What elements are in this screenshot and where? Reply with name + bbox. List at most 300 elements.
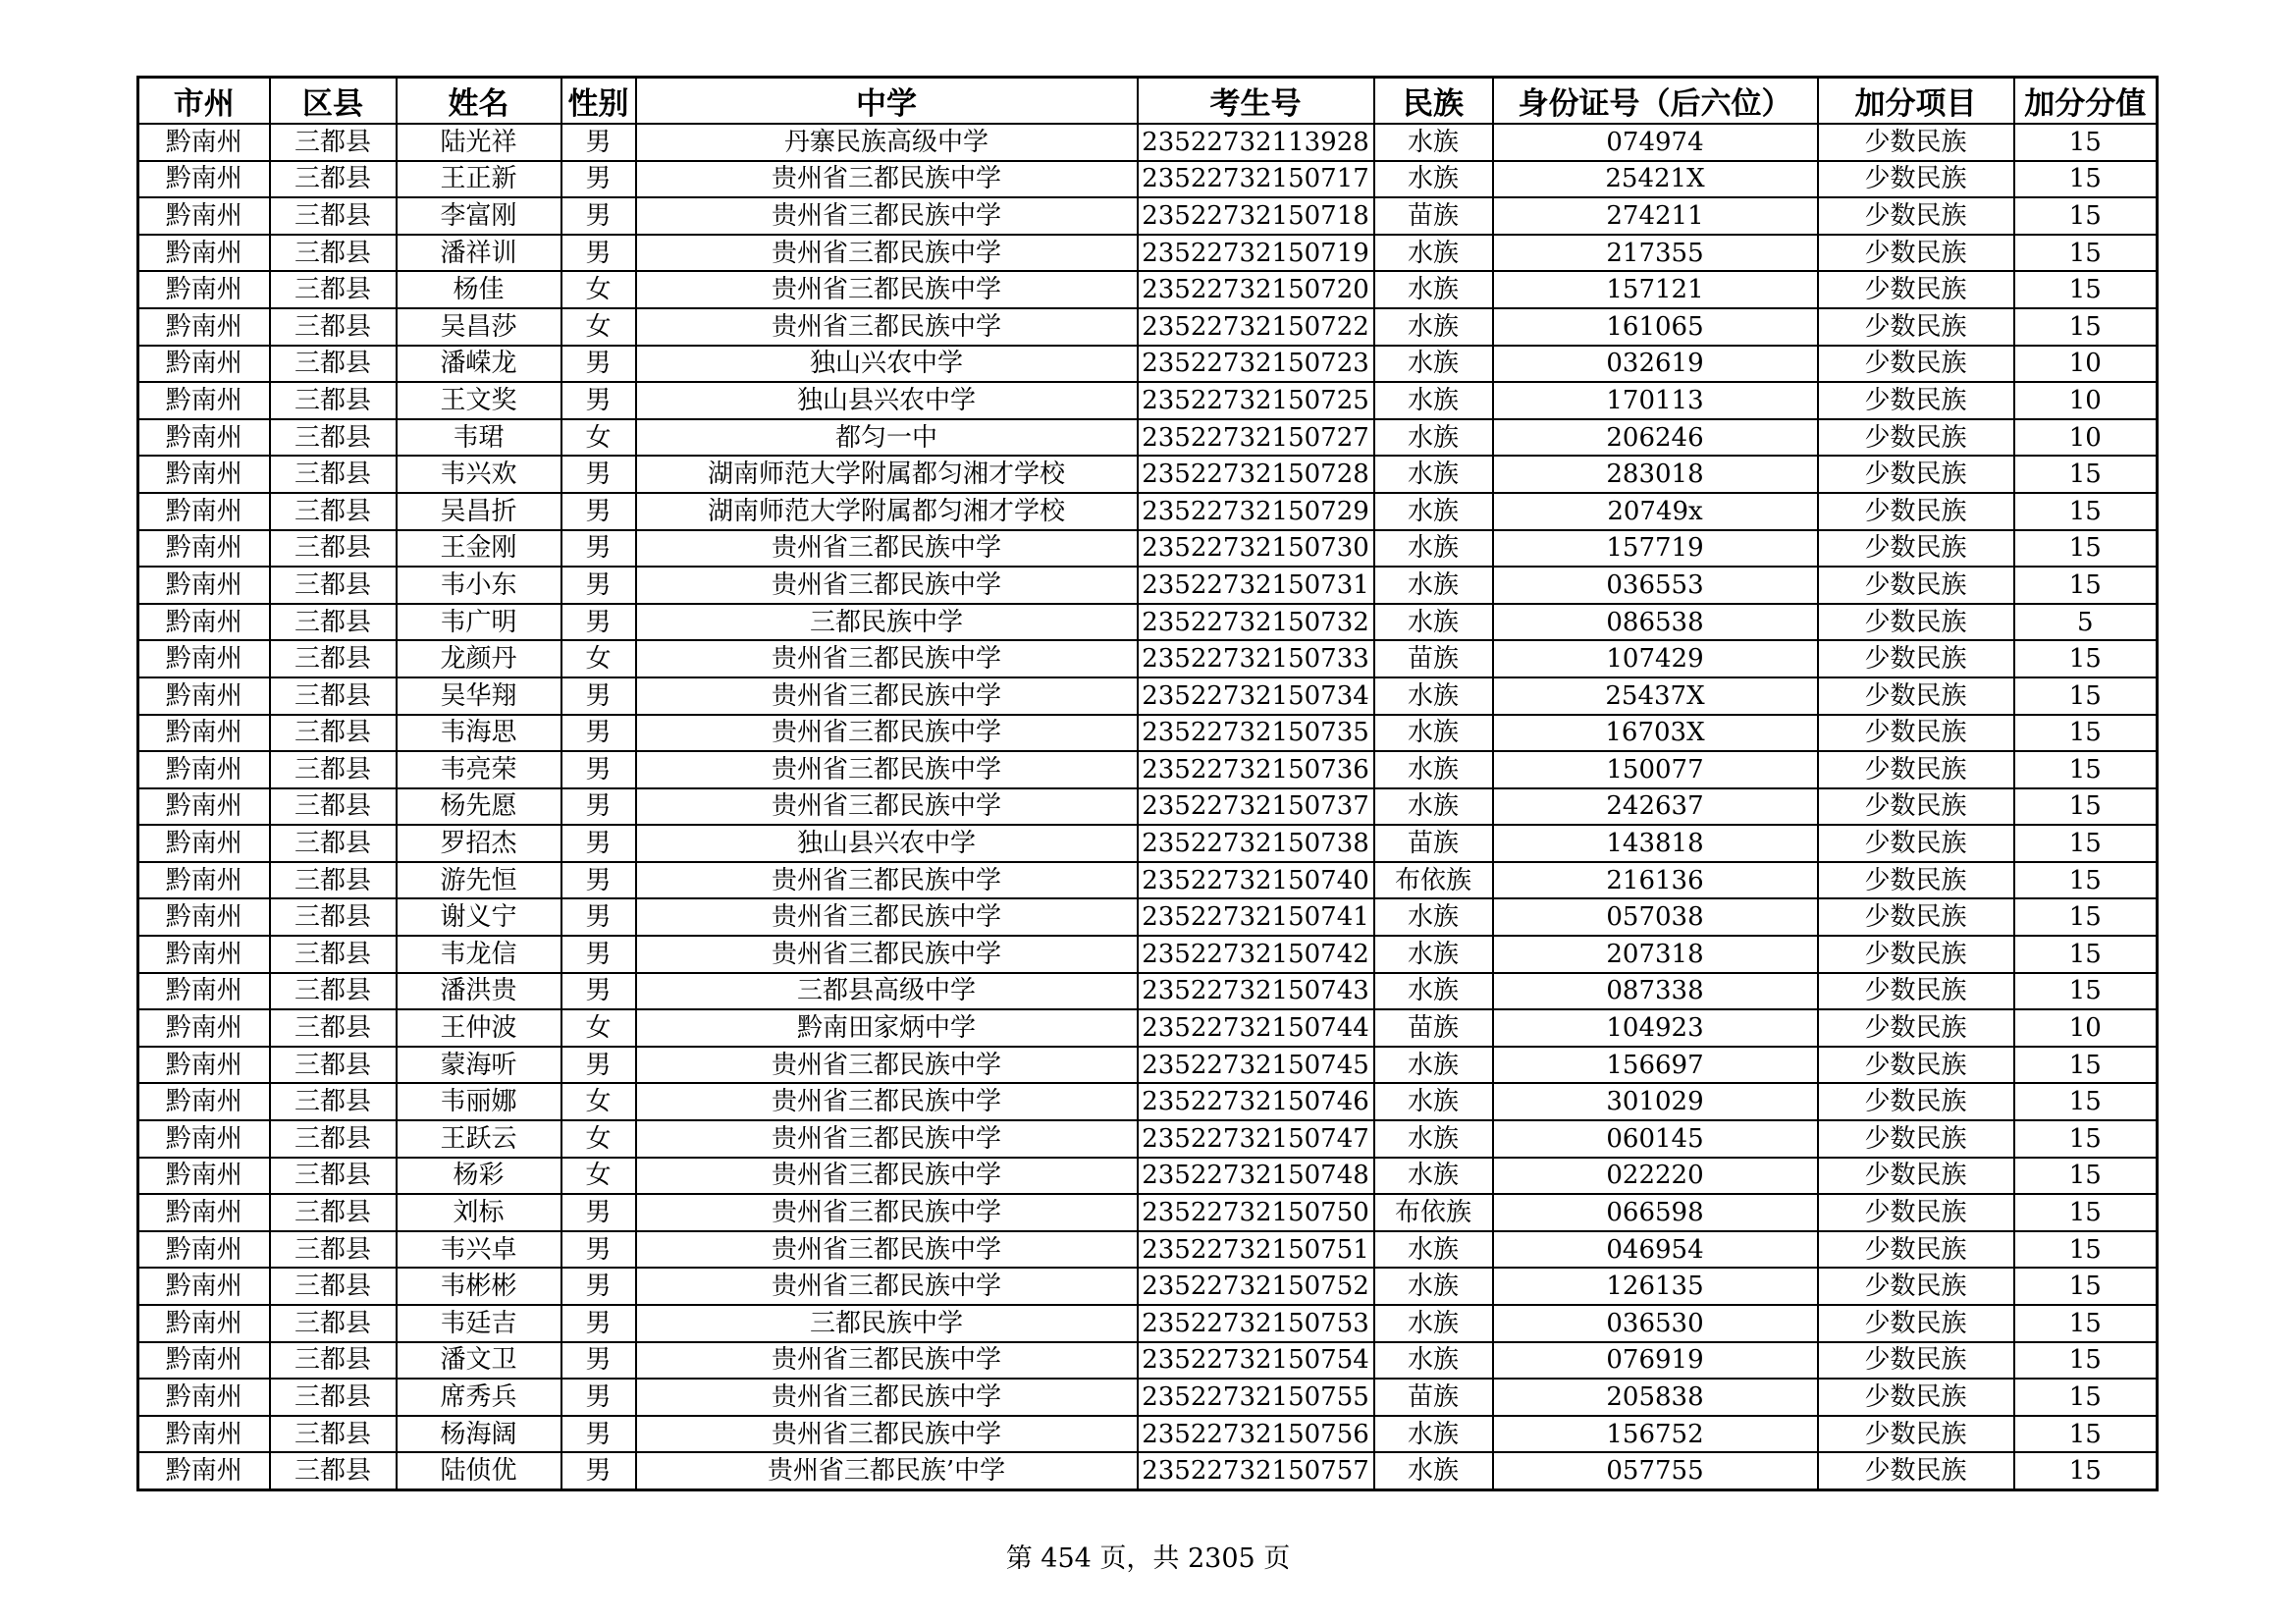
cell-city: 黔南州: [138, 825, 270, 862]
cell-ethnicity: 水族: [1374, 419, 1493, 457]
cell-id-last-six: 143818: [1493, 825, 1818, 862]
table-row: [138, 825, 2158, 862]
cell-school: 贵州省三都民族中学: [636, 1268, 1138, 1305]
table-row: [138, 1379, 2158, 1416]
header-row: [138, 78, 2158, 125]
cell-exam-number: 23522732150742: [1138, 936, 1374, 973]
cell-bonus-item: 少数民族: [1818, 1009, 2014, 1047]
cell-county: 三都县: [270, 1268, 397, 1305]
cell-bonus-item: 少数民族: [1818, 308, 2014, 346]
header-ethnicity: 民族: [1374, 78, 1493, 125]
cell-county: 三都县: [270, 1158, 397, 1195]
header-id-last-six: 身份证号（后六位）: [1493, 78, 1818, 125]
cell-gender: 女: [561, 1009, 636, 1047]
cell-school: 贵州省三都民族中学: [636, 161, 1138, 198]
cell-ethnicity: 水族: [1374, 567, 1493, 604]
cell-id-last-six: 087338: [1493, 973, 1818, 1010]
cell-city: 黔南州: [138, 1231, 270, 1269]
cell-gender: 女: [561, 271, 636, 308]
cell-bonus-value: 15: [2014, 788, 2158, 826]
table-row: [138, 715, 2158, 752]
cell-school: 贵州省三都民族中学: [636, 1416, 1138, 1453]
cell-ethnicity: 水族: [1374, 346, 1493, 383]
cell-exam-number: 23522732150757: [1138, 1452, 1374, 1489]
cell-city: 黔南州: [138, 751, 270, 788]
cell-name: 韦廷吉: [397, 1305, 561, 1342]
header-bonus-item: 加分项目: [1818, 78, 2014, 125]
cell-bonus-value: 10: [2014, 1009, 2158, 1047]
cell-name: 潘祥训: [397, 235, 561, 272]
cell-school: 贵州省三都民族中学: [636, 788, 1138, 826]
cell-id-last-six: 076919: [1493, 1342, 1818, 1380]
data-table: [136, 76, 2159, 1491]
cell-id-last-six: 156752: [1493, 1416, 1818, 1453]
cell-bonus-item: 少数民族: [1818, 161, 2014, 198]
table-row: [138, 493, 2158, 530]
cell-id-last-six: 217355: [1493, 235, 1818, 272]
cell-name: 韦龙信: [397, 936, 561, 973]
table-row: [138, 1120, 2158, 1158]
header-city: 市州: [138, 78, 270, 125]
cell-exam-number: 23522732150730: [1138, 530, 1374, 568]
cell-bonus-item: 少数民族: [1818, 567, 2014, 604]
cell-gender: 男: [561, 715, 636, 752]
cell-county: 三都县: [270, 1452, 397, 1489]
cell-bonus-item: 少数民族: [1818, 1342, 2014, 1380]
cell-county: 三都县: [270, 1009, 397, 1047]
cell-bonus-item: 少数民族: [1818, 751, 2014, 788]
cell-county: 三都县: [270, 1047, 397, 1084]
cell-county: 三都县: [270, 456, 397, 493]
cell-city: 黔南州: [138, 382, 270, 419]
cell-bonus-item: 少数民族: [1818, 677, 2014, 715]
page-number: 第 454 页，共 2305 页: [1005, 1543, 1291, 1574]
cell-bonus-value: 10: [2014, 419, 2158, 457]
cell-city: 黔南州: [138, 1120, 270, 1158]
table-row: [138, 1047, 2158, 1084]
cell-school: 湖南师范大学附属都匀湘才学校: [636, 493, 1138, 530]
cell-id-last-six: 036553: [1493, 567, 1818, 604]
cell-county: 三都县: [270, 898, 397, 936]
cell-school: 贵州省三都民族中学: [636, 530, 1138, 568]
cell-county: 三都县: [270, 788, 397, 826]
cell-ethnicity: 苗族: [1374, 1009, 1493, 1047]
cell-id-last-six: 157121: [1493, 271, 1818, 308]
cell-gender: 男: [561, 567, 636, 604]
cell-name: 罗招杰: [397, 825, 561, 862]
cell-city: 黔南州: [138, 124, 270, 161]
cell-city: 黔南州: [138, 1194, 270, 1231]
cell-ethnicity: 苗族: [1374, 640, 1493, 677]
cell-exam-number: 23522732150741: [1138, 898, 1374, 936]
cell-school: 黔南田家炳中学: [636, 1009, 1138, 1047]
cell-gender: 男: [561, 456, 636, 493]
cell-name: 杨彩: [397, 1158, 561, 1195]
table-row: [138, 640, 2158, 677]
cell-ethnicity: 水族: [1374, 456, 1493, 493]
cell-exam-number: 23522732150734: [1138, 677, 1374, 715]
cell-exam-number: 23522732150728: [1138, 456, 1374, 493]
cell-ethnicity: 苗族: [1374, 197, 1493, 235]
cell-city: 黔南州: [138, 419, 270, 457]
cell-bonus-item: 少数民族: [1818, 124, 2014, 161]
cell-exam-number: 23522732150719: [1138, 235, 1374, 272]
cell-school: 贵州省三都民族’中学: [636, 1452, 1138, 1489]
cell-school: 湖南师范大学附属都匀湘才学校: [636, 456, 1138, 493]
cell-county: 三都县: [270, 161, 397, 198]
cell-county: 三都县: [270, 382, 397, 419]
cell-name: 韦兴欢: [397, 456, 561, 493]
cell-school: 贵州省三都民族中学: [636, 1047, 1138, 1084]
cell-school: 三都民族中学: [636, 1305, 1138, 1342]
cell-city: 黔南州: [138, 235, 270, 272]
cell-school: 贵州省三都民族中学: [636, 1158, 1138, 1195]
cell-bonus-value: 15: [2014, 825, 2158, 862]
cell-school: 三都民族中学: [636, 604, 1138, 641]
cell-bonus-value: 15: [2014, 677, 2158, 715]
cell-exam-number: 23522732150744: [1138, 1009, 1374, 1047]
cell-bonus-value: 15: [2014, 161, 2158, 198]
cell-city: 黔南州: [138, 530, 270, 568]
cell-name: 杨佳: [397, 271, 561, 308]
cell-bonus-item: 少数民族: [1818, 1047, 2014, 1084]
cell-ethnicity: 布依族: [1374, 1194, 1493, 1231]
cell-exam-number: 23522732150755: [1138, 1379, 1374, 1416]
table-row: [138, 1009, 2158, 1047]
table-row: [138, 751, 2158, 788]
cell-name: 吴昌折: [397, 493, 561, 530]
cell-bonus-item: 少数民族: [1818, 604, 2014, 641]
cell-name: 王文奖: [397, 382, 561, 419]
cell-school: 贵州省三都民族中学: [636, 235, 1138, 272]
cell-bonus-value: 15: [2014, 862, 2158, 899]
cell-gender: 男: [561, 862, 636, 899]
table-row: [138, 973, 2158, 1010]
cell-id-last-six: 207318: [1493, 936, 1818, 973]
cell-id-last-six: 036530: [1493, 1305, 1818, 1342]
cell-city: 黔南州: [138, 640, 270, 677]
cell-exam-number: 23522732150727: [1138, 419, 1374, 457]
cell-bonus-item: 少数民族: [1818, 197, 2014, 235]
cell-bonus-value: 15: [2014, 1194, 2158, 1231]
cell-ethnicity: 水族: [1374, 604, 1493, 641]
cell-exam-number: 23522732150747: [1138, 1120, 1374, 1158]
cell-bonus-item: 少数民族: [1818, 936, 2014, 973]
cell-bonus-item: 少数民族: [1818, 493, 2014, 530]
table-body: [138, 124, 2158, 1489]
cell-school: 贵州省三都民族中学: [636, 1342, 1138, 1380]
cell-ethnicity: 水族: [1374, 1305, 1493, 1342]
cell-id-last-six: 274211: [1493, 197, 1818, 235]
cell-bonus-value: 15: [2014, 124, 2158, 161]
cell-city: 黔南州: [138, 898, 270, 936]
table-row: [138, 604, 2158, 641]
cell-bonus-item: 少数民族: [1818, 973, 2014, 1010]
cell-county: 三都县: [270, 825, 397, 862]
cell-school: 贵州省三都民族中学: [636, 271, 1138, 308]
table-row: [138, 1305, 2158, 1342]
cell-gender: 男: [561, 825, 636, 862]
table-row: [138, 1231, 2158, 1269]
cell-county: 三都县: [270, 530, 397, 568]
cell-bonus-value: 15: [2014, 1268, 2158, 1305]
cell-school: 独山县兴农中学: [636, 825, 1138, 862]
cell-county: 三都县: [270, 1305, 397, 1342]
cell-school: 贵州省三都民族中学: [636, 640, 1138, 677]
cell-gender: 男: [561, 936, 636, 973]
cell-name: 刘标: [397, 1194, 561, 1231]
cell-name: 席秀兵: [397, 1379, 561, 1416]
cell-ethnicity: 水族: [1374, 1452, 1493, 1489]
cell-gender: 男: [561, 382, 636, 419]
cell-ethnicity: 水族: [1374, 936, 1493, 973]
cell-gender: 女: [561, 1120, 636, 1158]
cell-bonus-value: 15: [2014, 715, 2158, 752]
cell-gender: 女: [561, 419, 636, 457]
header-county: 区县: [270, 78, 397, 125]
cell-bonus-value: 15: [2014, 1120, 2158, 1158]
cell-exam-number: 23522732150748: [1138, 1158, 1374, 1195]
cell-gender: 男: [561, 898, 636, 936]
table-row: [138, 530, 2158, 568]
cell-bonus-item: 少数民族: [1818, 862, 2014, 899]
cell-name: 韦珺: [397, 419, 561, 457]
cell-county: 三都县: [270, 493, 397, 530]
cell-county: 三都县: [270, 640, 397, 677]
header-bonus-value: 加分分值: [2014, 78, 2158, 125]
cell-bonus-item: 少数民族: [1818, 1231, 2014, 1269]
cell-ethnicity: 苗族: [1374, 1379, 1493, 1416]
cell-county: 三都县: [270, 1416, 397, 1453]
cell-name: 潘嵘龙: [397, 346, 561, 383]
cell-id-last-six: 032619: [1493, 346, 1818, 383]
cell-name: 韦广明: [397, 604, 561, 641]
cell-school: 贵州省三都民族中学: [636, 1083, 1138, 1120]
cell-bonus-item: 少数民族: [1818, 640, 2014, 677]
table-row: [138, 862, 2158, 899]
cell-bonus-value: 15: [2014, 1158, 2158, 1195]
cell-city: 黔南州: [138, 1268, 270, 1305]
cell-bonus-item: 少数民族: [1818, 1416, 2014, 1453]
cell-school: 贵州省三都民族中学: [636, 308, 1138, 346]
cell-id-last-six: 161065: [1493, 308, 1818, 346]
cell-ethnicity: 水族: [1374, 1120, 1493, 1158]
cell-bonus-item: 少数民族: [1818, 788, 2014, 826]
cell-gender: 男: [561, 1379, 636, 1416]
cell-name: 韦海思: [397, 715, 561, 752]
cell-bonus-value: 15: [2014, 1305, 2158, 1342]
cell-school: 贵州省三都民族中学: [636, 751, 1138, 788]
cell-gender: 男: [561, 604, 636, 641]
cell-county: 三都县: [270, 862, 397, 899]
cell-bonus-value: 15: [2014, 640, 2158, 677]
cell-county: 三都县: [270, 1379, 397, 1416]
cell-id-last-six: 150077: [1493, 751, 1818, 788]
cell-name: 潘洪贵: [397, 973, 561, 1010]
cell-exam-number: 23522732150732: [1138, 604, 1374, 641]
cell-school: 贵州省三都民族中学: [636, 1194, 1138, 1231]
table-row: [138, 1158, 2158, 1195]
cell-name: 潘文卫: [397, 1342, 561, 1380]
cell-exam-number: 23522732150738: [1138, 825, 1374, 862]
header-gender: 性别: [561, 78, 636, 125]
table-row: [138, 1452, 2158, 1489]
cell-bonus-value: 15: [2014, 751, 2158, 788]
cell-gender: 男: [561, 1342, 636, 1380]
cell-bonus-item: 少数民族: [1818, 1305, 2014, 1342]
cell-city: 黔南州: [138, 1452, 270, 1489]
table-row: [138, 161, 2158, 198]
cell-id-last-six: 126135: [1493, 1268, 1818, 1305]
cell-gender: 男: [561, 788, 636, 826]
cell-school: 贵州省三都民族中学: [636, 715, 1138, 752]
cell-bonus-value: 15: [2014, 567, 2158, 604]
cell-bonus-item: 少数民族: [1818, 1158, 2014, 1195]
cell-gender: 男: [561, 1305, 636, 1342]
cell-ethnicity: 水族: [1374, 235, 1493, 272]
cell-id-last-six: 156697: [1493, 1047, 1818, 1084]
cell-city: 黔南州: [138, 308, 270, 346]
table-row: [138, 235, 2158, 272]
cell-id-last-six: 104923: [1493, 1009, 1818, 1047]
cell-exam-number: 23522732150731: [1138, 567, 1374, 604]
cell-gender: 男: [561, 530, 636, 568]
cell-exam-number: 23522732150725: [1138, 382, 1374, 419]
cell-name: 吴昌莎: [397, 308, 561, 346]
cell-exam-number: 23522732150740: [1138, 862, 1374, 899]
table-row: [138, 1416, 2158, 1453]
cell-ethnicity: 水族: [1374, 973, 1493, 1010]
cell-exam-number: 23522732150735: [1138, 715, 1374, 752]
header-exam-number: 考生号: [1138, 78, 1374, 125]
cell-bonus-value: 15: [2014, 1379, 2158, 1416]
cell-exam-number: 23522732150720: [1138, 271, 1374, 308]
cell-county: 三都县: [270, 1194, 397, 1231]
cell-gender: 男: [561, 235, 636, 272]
cell-school: 贵州省三都民族中学: [636, 936, 1138, 973]
cell-bonus-value: 15: [2014, 936, 2158, 973]
cell-bonus-item: 少数民族: [1818, 530, 2014, 568]
cell-id-last-six: 060145: [1493, 1120, 1818, 1158]
cell-exam-number: 23522732113928: [1138, 124, 1374, 161]
cell-name: 韦丽娜: [397, 1083, 561, 1120]
cell-name: 王金刚: [397, 530, 561, 568]
cell-exam-number: 23522732150750: [1138, 1194, 1374, 1231]
cell-name: 杨海阔: [397, 1416, 561, 1453]
table-row: [138, 1194, 2158, 1231]
cell-exam-number: 23522732150754: [1138, 1342, 1374, 1380]
cell-exam-number: 23522732150722: [1138, 308, 1374, 346]
header-school: 中学: [636, 78, 1138, 125]
cell-id-last-six: 242637: [1493, 788, 1818, 826]
cell-id-last-six: 057038: [1493, 898, 1818, 936]
cell-gender: 女: [561, 308, 636, 346]
cell-exam-number: 23522732150729: [1138, 493, 1374, 530]
cell-city: 黔南州: [138, 1009, 270, 1047]
header-name: 姓名: [397, 78, 561, 125]
cell-gender: 男: [561, 161, 636, 198]
cell-exam-number: 23522732150751: [1138, 1231, 1374, 1269]
table-row: [138, 788, 2158, 826]
cell-school: 贵州省三都民族中学: [636, 567, 1138, 604]
cell-id-last-six: 107429: [1493, 640, 1818, 677]
cell-city: 黔南州: [138, 1158, 270, 1195]
cell-name: 韦亮荣: [397, 751, 561, 788]
cell-school: 贵州省三都民族中学: [636, 677, 1138, 715]
table-row: [138, 308, 2158, 346]
cell-ethnicity: 苗族: [1374, 825, 1493, 862]
cell-city: 黔南州: [138, 1305, 270, 1342]
cell-bonus-value: 15: [2014, 898, 2158, 936]
cell-exam-number: 23522732150753: [1138, 1305, 1374, 1342]
cell-gender: 男: [561, 1231, 636, 1269]
cell-bonus-value: 10: [2014, 346, 2158, 383]
cell-city: 黔南州: [138, 862, 270, 899]
cell-ethnicity: 水族: [1374, 751, 1493, 788]
cell-ethnicity: 水族: [1374, 1231, 1493, 1269]
cell-bonus-value: 10: [2014, 382, 2158, 419]
cell-bonus-value: 15: [2014, 1231, 2158, 1269]
cell-id-last-six: 25437X: [1493, 677, 1818, 715]
cell-county: 三都县: [270, 604, 397, 641]
cell-ethnicity: 水族: [1374, 530, 1493, 568]
cell-school: 贵州省三都民族中学: [636, 1379, 1138, 1416]
cell-exam-number: 23522732150718: [1138, 197, 1374, 235]
cell-bonus-item: 少数民族: [1818, 1268, 2014, 1305]
cell-county: 三都县: [270, 124, 397, 161]
cell-bonus-item: 少数民族: [1818, 382, 2014, 419]
table-row: [138, 936, 2158, 973]
cell-school: 贵州省三都民族中学: [636, 898, 1138, 936]
table-row: [138, 1268, 2158, 1305]
cell-county: 三都县: [270, 197, 397, 235]
cell-ethnicity: 水族: [1374, 1158, 1493, 1195]
cell-bonus-item: 少数民族: [1818, 419, 2014, 457]
cell-ethnicity: 水族: [1374, 493, 1493, 530]
cell-county: 三都县: [270, 308, 397, 346]
cell-bonus-value: 15: [2014, 456, 2158, 493]
cell-bonus-item: 少数民族: [1818, 235, 2014, 272]
cell-name: 杨先愿: [397, 788, 561, 826]
cell-school: 贵州省三都民族中学: [636, 1120, 1138, 1158]
cell-name: 蒙海听: [397, 1047, 561, 1084]
cell-exam-number: 23522732150736: [1138, 751, 1374, 788]
cell-county: 三都县: [270, 346, 397, 383]
cell-bonus-item: 少数民族: [1818, 1194, 2014, 1231]
cell-name: 王跃云: [397, 1120, 561, 1158]
cell-id-last-six: 283018: [1493, 456, 1818, 493]
cell-county: 三都县: [270, 677, 397, 715]
cell-ethnicity: 水族: [1374, 1268, 1493, 1305]
cell-city: 黔南州: [138, 973, 270, 1010]
cell-school: 都匀一中: [636, 419, 1138, 457]
cell-city: 黔南州: [138, 677, 270, 715]
cell-gender: 男: [561, 1452, 636, 1489]
cell-gender: 男: [561, 346, 636, 383]
cell-exam-number: 23522732150723: [1138, 346, 1374, 383]
cell-city: 黔南州: [138, 1416, 270, 1453]
cell-county: 三都县: [270, 419, 397, 457]
cell-county: 三都县: [270, 973, 397, 1010]
cell-bonus-item: 少数民族: [1818, 898, 2014, 936]
table-row: [138, 197, 2158, 235]
cell-exam-number: 23522732150743: [1138, 973, 1374, 1010]
table-row: [138, 1342, 2158, 1380]
cell-county: 三都县: [270, 567, 397, 604]
cell-county: 三都县: [270, 271, 397, 308]
cell-gender: 男: [561, 124, 636, 161]
table-row: [138, 1083, 2158, 1120]
